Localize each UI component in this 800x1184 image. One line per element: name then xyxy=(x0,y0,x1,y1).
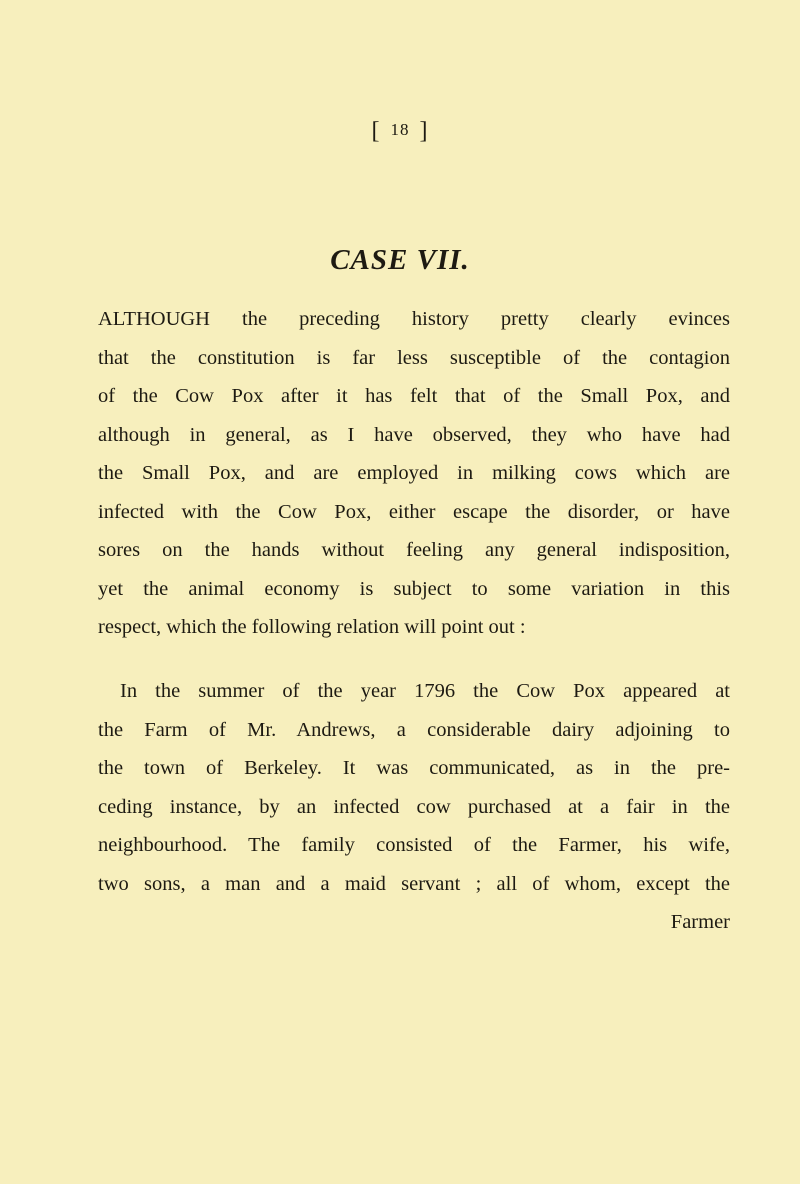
paragraph-1-line: respect, which the following relation will point out : xyxy=(98,616,526,638)
paragraph-2-line: the Farm of Mr. Andrews, a considerable dairy adjoining to xyxy=(98,718,730,741)
paragraph-1-line: the Small Pox, and are employed in milking cows which are xyxy=(98,462,730,484)
paragraph-1-line: of the Cow Pox after it has felt that of the Small Pox, and xyxy=(98,385,730,407)
paragraph-2-line: In the summer of the year 1796 the Cow Pox appeared at xyxy=(120,680,730,702)
paragraph-1-line: infected with the Cow Pox, either escape the disorder, or have xyxy=(98,500,730,523)
paragraph-2 xyxy=(98,672,730,942)
paragraph-2-line: neighbourhood. The family consisted of the Farmer, his wife, xyxy=(98,834,730,856)
paragraph-2-line: ceding instance, by an infected cow purchased at a fair in the xyxy=(98,795,730,818)
paragraph-1-line: sores on the hands without feeling any general indisposition, xyxy=(98,539,730,561)
paragraph-1-line: yet the animal economy is subject to some variation in this xyxy=(98,577,730,600)
bracket-right: ] xyxy=(419,118,429,144)
paragraph-1 xyxy=(98,300,730,647)
paragraph-1-line: although in general, as I have observed, they who have had xyxy=(98,423,730,446)
paragraph-2-line: the town of Berkeley. It was communicated, as in the pre- xyxy=(98,757,730,779)
page-number: 18 xyxy=(390,120,410,139)
case-title: CASE VII. xyxy=(330,244,470,276)
paragraph-1-line: ALTHOUGH the preceding history pretty clearly evinces xyxy=(98,308,730,330)
page-number-header xyxy=(0,118,800,145)
bracket-left: [ xyxy=(371,118,381,144)
catchword: Farmer xyxy=(670,911,730,933)
paragraph-2-line: two sons, a man and a maid servant ; all of whom, except the xyxy=(98,872,730,895)
paragraph-1-line: that the constitution is far less susceptible of the contagion xyxy=(98,346,730,369)
